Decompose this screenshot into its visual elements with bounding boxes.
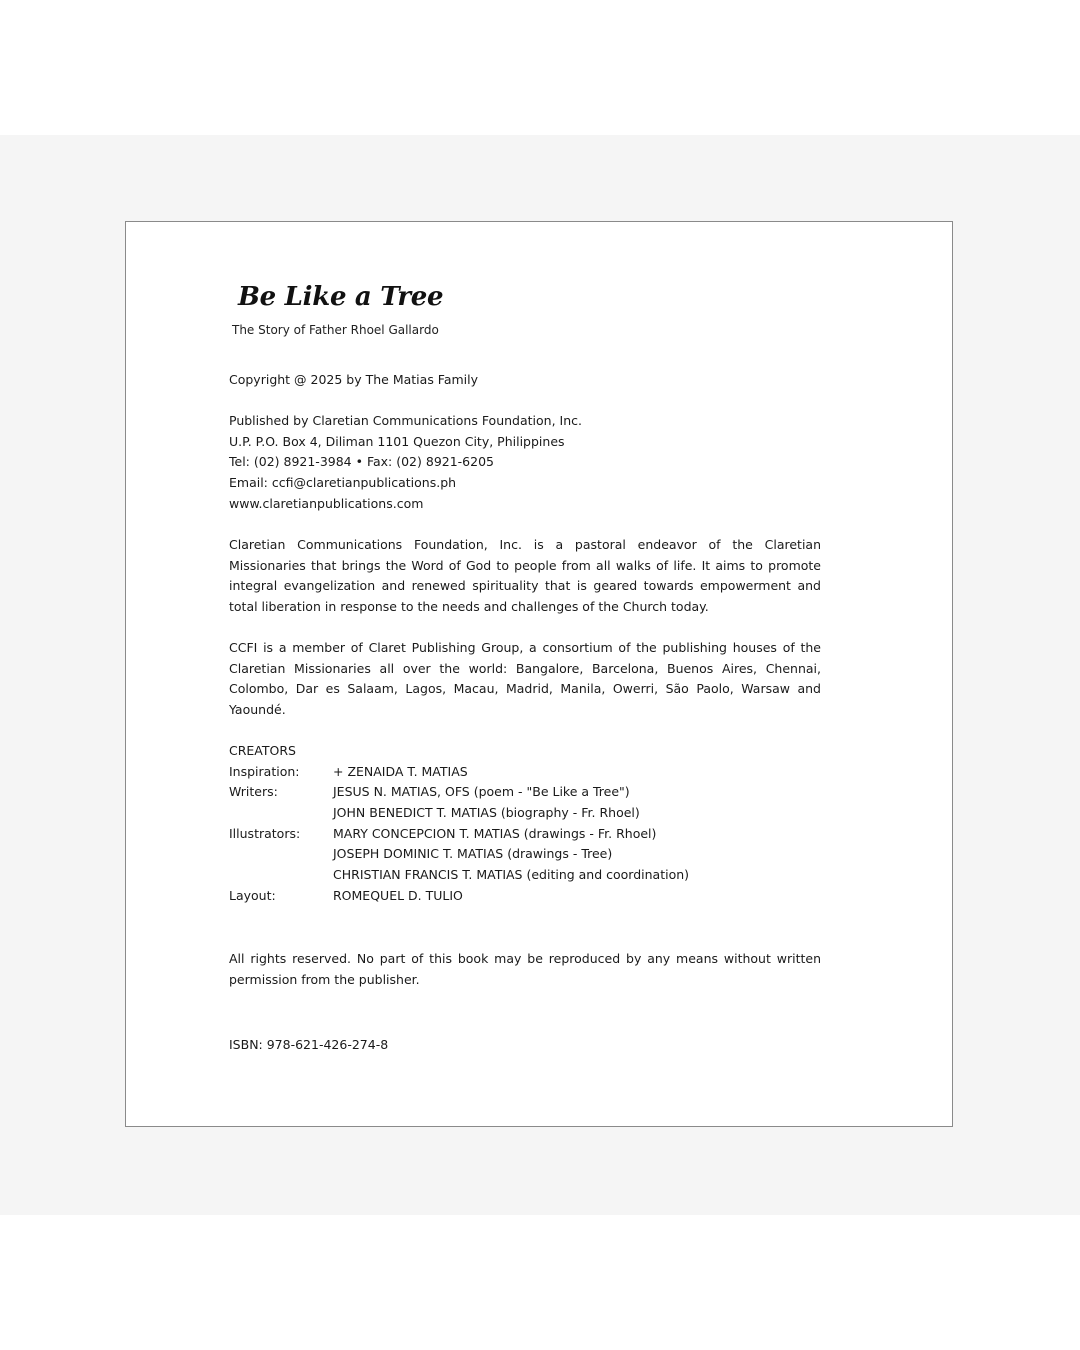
credit-role: [229, 844, 333, 865]
credit-role: Inspiration:: [229, 763, 300, 779]
credit-name: CHRISTIAN FRANCIS T. MATIAS (editing and coordination): [333, 867, 690, 883]
credit-name: ROMEQUEL D. TULIO: [333, 887, 463, 903]
publisher-website: www.claretianpublications.com: [229, 495, 424, 511]
credit-row: [229, 782, 821, 803]
creators-heading: CREATORS: [229, 743, 296, 758]
credit-role: [229, 865, 333, 886]
copyright-page: [125, 221, 953, 1127]
publisher-email: Email: ccfi@claretianpublications.ph: [229, 475, 457, 491]
credit-role: Layout:: [229, 887, 276, 903]
credit-row: [229, 844, 821, 865]
book-subtitle: The Story of Father Rhoel Gallardo: [232, 323, 439, 337]
isbn-number: ISBN: 978-621-426-274-8: [229, 1037, 389, 1052]
credit-role: Writers:: [229, 784, 278, 800]
credit-row: [229, 803, 821, 824]
isbn-block: [229, 1035, 821, 1056]
rights-text: All rights reserved. No part of this book may be reproduced by any means without written permission from the publisher.: [229, 951, 821, 987]
about-text: Claretian Communications Foundation, Inc. is a pastoral endeavor of the Claretian Missionaries that brings the Word of God to people from all walks of life. It aims to promote integral evangelization and renewed spirituality that is geared towards empowerment and total liberation in response to the needs and challenges of the Church today.: [229, 537, 821, 615]
credit-role: [229, 803, 333, 824]
credit-row: [229, 886, 821, 907]
about-paragraph: [229, 535, 821, 618]
publisher-address: U.P. P.O. Box 4, Diliman 1101 Quezon City, Philippines: [229, 433, 565, 449]
copyright-notice: [229, 370, 821, 391]
credit-role: Illustrators:: [229, 825, 301, 841]
publisher-name: Published by Claretian Communications Foundation, Inc.: [229, 413, 582, 428]
member-text: CCFI is a member of Claret Publishing Group, a consortium of the publishing houses of the Claretian Missionaries all over the world: Bangalore, Barcelona, Buenos Aires, Chennai, Colombo, Dar es Salaam, Lagos, Macau, Madrid, Manila, Owerri, São Paolo, Warsaw and Yaoundé.: [229, 640, 821, 718]
member-paragraph: [229, 638, 821, 721]
credit-name: JESUS N. MATIAS, OFS (poem - "Be Like a Tree"): [333, 784, 630, 800]
credit-name: MARY CONCEPCION T. MATIAS (drawings - Fr. Rhoel): [333, 825, 657, 841]
credit-row: [229, 762, 821, 783]
credit-name: JOSEPH DOMINIC T. MATIAS (drawings - Tree): [333, 846, 613, 862]
credit-name: + ZENAIDA T. MATIAS: [333, 763, 468, 779]
creators-section: [229, 741, 821, 907]
credit-name: JOHN BENEDICT T. MATIAS (biography - Fr. Rhoel): [333, 805, 640, 821]
credit-row: [229, 824, 821, 845]
copyright-line: Copyright @ 2025 by The Matias Family: [229, 372, 479, 387]
rights-paragraph: [229, 949, 821, 990]
publisher-info: [229, 411, 821, 515]
credit-row: [229, 865, 821, 886]
book-title: Be Like a Tree: [238, 282, 444, 312]
publisher-phone: Tel: (02) 8921-3984 • Fax: (02) 8921-6205: [229, 454, 494, 470]
